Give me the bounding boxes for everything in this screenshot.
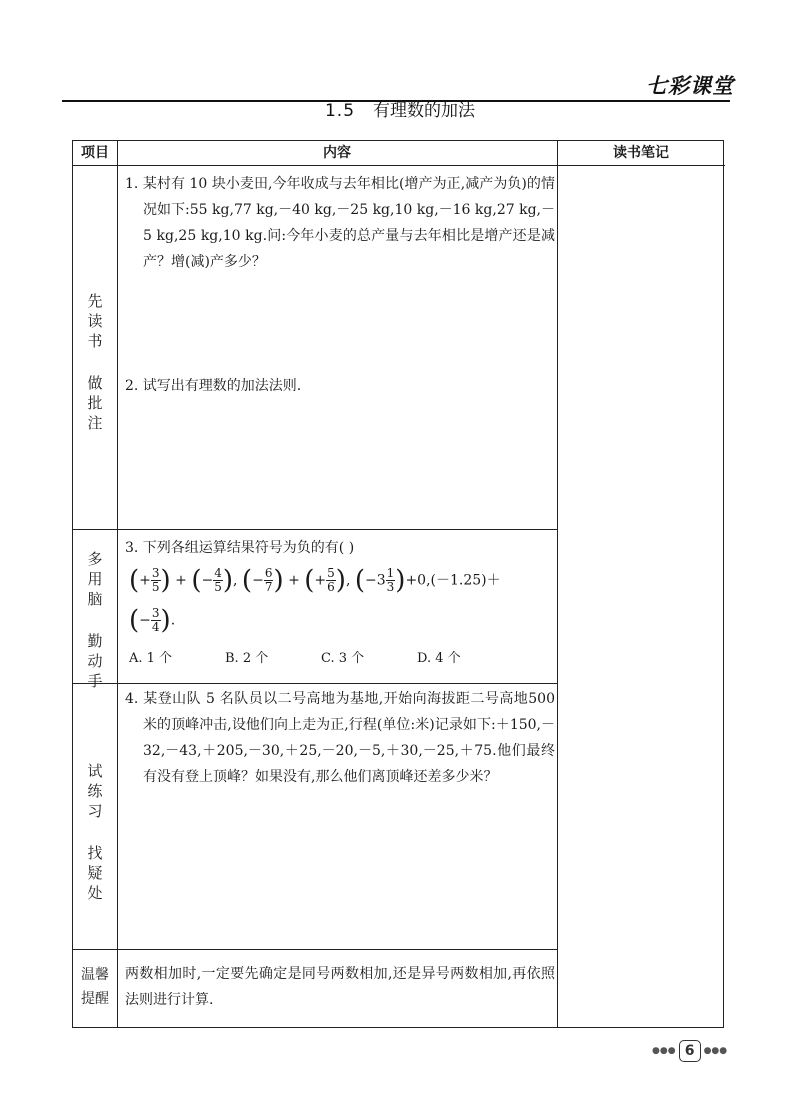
section-title	[0, 96, 800, 121]
header-notes: 读书笔记	[613, 145, 669, 161]
section-heading: 有理数的加法	[373, 101, 476, 121]
row-label-tip-b: 提醒	[81, 991, 109, 1007]
row-label-read	[73, 291, 117, 433]
question-4-text: 4. 某登山队 5 名队员以二号高地为基地,开始向海拔距二号高地500 米的顶峰冲击,设他们向上走为正,行程(单位:米)记录如下:＋150,－32,－43,＋205,－30,＋25,－20,－5,＋30,－25,＋75.他们最终有没有登上顶峰？如果没有,那么他们离顶峰还差多少米？	[125, 691, 555, 785]
question-2	[125, 373, 555, 399]
row-label-practice	[73, 761, 117, 903]
question-1	[125, 171, 555, 275]
option-a: A. 1 个	[129, 651, 173, 666]
question-3-text: 3. 下列各组运算结果符号为负的有( )	[125, 540, 355, 556]
study-table	[72, 140, 724, 1028]
page-number: ●●● 6 ●●●	[652, 1040, 724, 1062]
question-4	[125, 686, 555, 790]
brand-logo: 七彩课堂	[646, 74, 734, 98]
question-1-text: 1. 某村有 10 块小麦田,今年收成与去年相比(增产为正,减产为负)的情况如下:55 kg,77 kg,－40 kg,－25 kg,10 kg,－16 kg,27 kg,－5 kg,25 kg,10 kg.问:今年小麦的总产量与去年相比是增产还是减产？增(减)产多少？	[125, 176, 555, 270]
row-label-practice-a: 试练习	[87, 762, 103, 820]
row-label-read-b: 做批注	[87, 374, 103, 432]
col-divider-item	[117, 141, 118, 1027]
row-label-practice-b: 找疑处	[87, 844, 103, 902]
option-b: B. 2 个	[225, 651, 269, 666]
header-divider	[73, 165, 725, 166]
expression-row-2: (− $\frac{3}{4}$ ).	[129, 605, 176, 636]
option-d: D. 4 个	[417, 651, 461, 666]
row-divider-2	[73, 683, 558, 684]
question-3-options	[129, 647, 513, 666]
tip	[125, 961, 555, 1013]
row-divider-1	[73, 529, 558, 530]
row-label-tip	[73, 963, 117, 1011]
row-label-think-a: 多用脑	[87, 550, 103, 608]
row-label-read-a: 先读书	[87, 292, 103, 350]
page-number-value: 6	[679, 1040, 701, 1062]
question-2-text: 2. 试写出有理数的加法法则.	[125, 378, 302, 394]
question-3-expressions	[129, 567, 561, 667]
row-label-tip-a: 温馨	[81, 967, 109, 983]
row-divider-3	[73, 949, 558, 950]
header-content: 内容	[323, 145, 351, 161]
tip-text: 两数相加时,一定要先确定是同号两数相加,还是异号两数相加,再依照法则进行计算.	[125, 966, 555, 1008]
row-label-think-b: 勤动手	[87, 632, 103, 690]
section-number: 1.5	[324, 101, 356, 121]
option-c: C. 3 个	[321, 651, 365, 666]
row-label-think	[73, 549, 117, 691]
expression-row-1: (+ $\frac{3}{5}$ ) + (− $\frac{4}{5}$ ), (− $\frac{6}{7}$ ) + (+ $\frac{5}{6}$ ), (−3 $\frac{1}{3}$ )+0,(－1.25)＋	[129, 565, 501, 596]
header-item: 项目	[81, 145, 109, 161]
question-3	[125, 535, 555, 561]
